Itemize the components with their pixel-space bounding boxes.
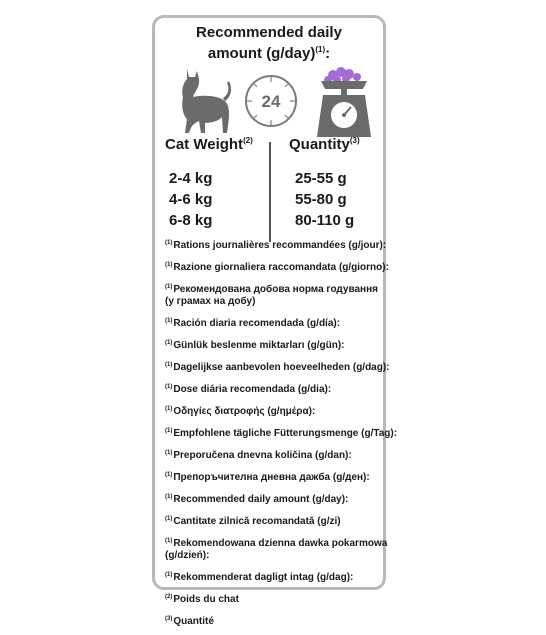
quantity-header-sup: (3) bbox=[349, 136, 360, 145]
note-item bbox=[165, 337, 385, 352]
note-text: Οδηγίες διατροφής (g/ημέρα): bbox=[173, 406, 316, 417]
scale-icon bbox=[313, 67, 375, 139]
note-text: Dagelijkse aanbevolen hoeveelheden (g/dag): bbox=[173, 362, 390, 373]
note-sup: (1) bbox=[165, 240, 173, 246]
note-sup: (1) bbox=[165, 516, 173, 522]
note-sup: (1) bbox=[165, 538, 173, 544]
quantity-cell: 80-110 g bbox=[295, 212, 355, 229]
note-text-line2: (g/dzień): bbox=[165, 550, 210, 561]
note-item bbox=[165, 259, 389, 274]
note-text: Dose diária recomendada (g/dia): bbox=[173, 384, 332, 395]
card-title bbox=[155, 24, 383, 62]
note-text: Preporučena dnevna količina (g/dan): bbox=[173, 450, 352, 461]
quantity-header bbox=[289, 136, 360, 153]
note-item bbox=[165, 237, 385, 252]
note-sup: (1) bbox=[165, 262, 173, 268]
icon-row bbox=[155, 67, 383, 139]
feeding-guide-card bbox=[152, 15, 398, 627]
clock-icon bbox=[243, 73, 299, 129]
weight-cell: 2-4 kg bbox=[169, 170, 213, 187]
quantity-column bbox=[295, 168, 354, 231]
quantity-header-text: Quantity bbox=[289, 136, 350, 153]
note-item bbox=[165, 513, 385, 528]
note-item bbox=[165, 613, 385, 628]
note-text: Quantité bbox=[173, 616, 214, 627]
note-sup: (3) bbox=[165, 616, 173, 622]
note-text: Empfohlene tägliche Fütterungsmenge (g/Tag): bbox=[173, 428, 398, 439]
note-text: Poids du chat bbox=[173, 594, 239, 605]
note-item bbox=[165, 491, 385, 506]
note-text: Günlük beslenme miktarları (g/gün): bbox=[173, 340, 345, 351]
note-sup: (2) bbox=[165, 594, 173, 600]
note-item bbox=[165, 425, 398, 440]
weight-cell: 6-8 kg bbox=[169, 212, 213, 229]
note-item bbox=[165, 591, 385, 606]
note-sup: (1) bbox=[165, 494, 173, 500]
note-item bbox=[165, 569, 385, 584]
note-sup: (1) bbox=[165, 450, 173, 456]
note-text: Rations journalières recommandées (g/jour): bbox=[173, 240, 387, 251]
weight-cell: 4-6 kg bbox=[169, 191, 213, 208]
note-text: Recommended daily amount (g/day): bbox=[173, 494, 349, 505]
title-line-1: Recommended daily bbox=[196, 24, 342, 41]
note-item bbox=[165, 403, 385, 418]
note-text: Razione giornaliera raccomandata (g/giorno): bbox=[173, 262, 389, 273]
note-sup: (1) bbox=[165, 318, 173, 324]
note-sup: (1) bbox=[165, 406, 173, 412]
note-sup: (1) bbox=[165, 472, 173, 478]
note-sup: (1) bbox=[165, 340, 173, 346]
note-text: Ración diaria recomendada (g/día): bbox=[173, 318, 341, 329]
note-item bbox=[165, 381, 385, 396]
note-item bbox=[165, 447, 385, 462]
note-item bbox=[165, 359, 390, 374]
note-text: Cantitate zilnică recomandată (g/zi) bbox=[173, 516, 341, 527]
note-text: Rekomendowana dzienna dawka pokarmowa bbox=[173, 538, 388, 549]
weight-header-sup: (2) bbox=[243, 136, 253, 145]
title-colon: : bbox=[325, 45, 331, 62]
column-divider bbox=[269, 142, 271, 242]
title-sup: (1) bbox=[315, 45, 326, 54]
translation-notes bbox=[165, 237, 398, 635]
note-sup: (1) bbox=[165, 384, 173, 390]
note-sup: (1) bbox=[165, 362, 173, 368]
clock-label: 24 bbox=[261, 92, 281, 111]
note-sup: (1) bbox=[165, 284, 173, 290]
weight-header-text: Cat Weight bbox=[165, 136, 244, 153]
quantity-cell: 55-80 g bbox=[295, 191, 347, 208]
note-item bbox=[165, 281, 385, 308]
note-item bbox=[165, 469, 385, 484]
note-sup: (1) bbox=[165, 428, 173, 434]
title-line-2: amount (g/day) bbox=[207, 45, 316, 62]
note-sup: (1) bbox=[165, 572, 173, 578]
weight-header bbox=[165, 136, 253, 153]
cat-icon bbox=[167, 67, 237, 137]
title-line-2-wrap bbox=[155, 41, 383, 62]
weight-column bbox=[169, 168, 212, 231]
note-text: Rekommenderat dagligt intag (g/dag): bbox=[173, 572, 354, 583]
note-item bbox=[165, 535, 388, 562]
note-text: Препоръчителна дневна дажба (g/ден): bbox=[173, 472, 370, 483]
note-text: Рекомендована добова норма годування bbox=[173, 284, 378, 295]
note-text-line2: (у грамах на добу) bbox=[165, 296, 256, 307]
quantity-cell: 25-55 g bbox=[295, 170, 347, 187]
note-item bbox=[165, 315, 385, 330]
